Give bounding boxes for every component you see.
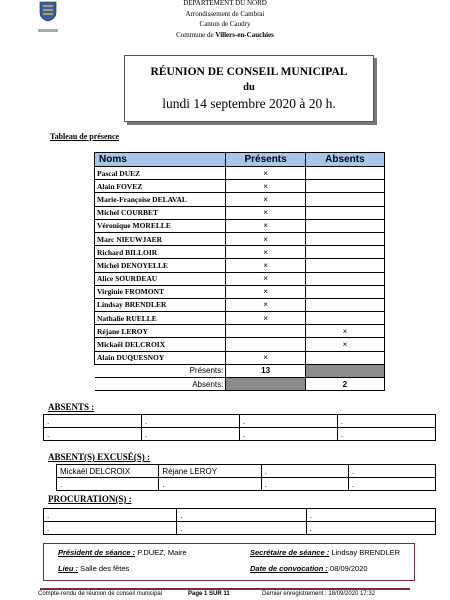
absent-mark	[305, 272, 384, 285]
procurations-row	[44, 522, 436, 535]
excuses-grid	[56, 464, 436, 491]
member-name: Marie-Françoise DELAVAL	[95, 193, 226, 206]
absent-total-value: 2	[305, 378, 384, 391]
convocation-value: 08/09/2020	[330, 564, 368, 573]
absent-mark	[305, 167, 384, 180]
present-mark: ×	[226, 180, 305, 193]
absents-row	[44, 415, 436, 428]
excuses-row	[57, 465, 436, 478]
excuses-cell: Réjane LEROY	[159, 465, 261, 478]
presence-table	[94, 152, 385, 391]
secretaire-label: Secrétaire de séance :	[250, 548, 330, 557]
session-info-box	[43, 543, 415, 581]
absents-cell: .	[44, 428, 142, 441]
presence-row	[95, 246, 385, 259]
excuses-row	[57, 478, 436, 491]
meeting-title: RÉUNION DE CONSEIL MUNICIPAL	[150, 66, 348, 78]
absents-cell: .	[240, 415, 338, 428]
presence-row	[95, 272, 385, 285]
member-name: Pascal DUEZ	[95, 167, 226, 180]
header-presents: Présents	[226, 153, 305, 167]
present-mark: ×	[226, 259, 305, 272]
excuses-cell: .	[261, 478, 348, 491]
member-name: Marc NIEUWJAER	[95, 232, 226, 245]
presence-row	[95, 325, 385, 338]
header-canton: Canton de Caudry	[199, 20, 251, 28]
procurations-cell: .	[306, 509, 435, 522]
member-name: Alain FOVEZ	[95, 180, 226, 193]
absent-total-label: Absents:	[95, 378, 226, 391]
absent-mark	[305, 219, 384, 232]
member-name: Michel DENOYELLE	[95, 259, 226, 272]
presence-row	[95, 338, 385, 351]
member-name: Alain DUQUESNOY	[95, 351, 226, 364]
absents-cell: .	[338, 415, 436, 428]
secretaire-value: Lindsay BRENDLER	[331, 548, 401, 557]
absent-total-row	[95, 378, 385, 391]
present-mark: ×	[226, 232, 305, 245]
footer-page-number: Page 1 SUR 11	[188, 591, 230, 597]
member-name: Mickaël DELCROIX	[95, 338, 226, 351]
lieu-line	[58, 564, 129, 573]
present-total-label: Présents:	[95, 364, 226, 377]
presence-row	[95, 232, 385, 245]
excuses-cell: .	[348, 465, 435, 478]
member-name: Alice SOURDEAU	[95, 272, 226, 285]
header-department: DÉPARTEMENT DU NORD	[183, 0, 267, 7]
meeting-title-box	[124, 55, 374, 122]
absent-total-filler	[226, 378, 305, 391]
present-mark: ×	[226, 272, 305, 285]
absent-mark	[305, 206, 384, 219]
footer-last-saved: Dernier enregistrement : 18/09/2020 17:32	[262, 591, 376, 597]
presence-row	[95, 206, 385, 219]
header-block	[0, 0, 450, 40]
meeting-title-du: du	[243, 82, 255, 93]
meeting-date: lundi 14 septembre 2020 à 20 h.	[162, 96, 336, 111]
procurations-row	[44, 509, 436, 522]
lieu-label: Lieu :	[58, 564, 78, 573]
excuses-cell: Mickaël DELCROIX	[57, 465, 159, 478]
presence-row	[95, 219, 385, 232]
present-mark	[226, 338, 305, 351]
presence-row	[95, 259, 385, 272]
absents-grid	[43, 414, 436, 441]
convocation-label: Date de convocation :	[250, 564, 328, 573]
excuses-cell: .	[261, 465, 348, 478]
procurations-grid	[43, 508, 436, 535]
header-commune-name: Villers-en-Cauchies	[215, 30, 274, 39]
secretaire-line	[250, 548, 400, 557]
absent-mark	[305, 298, 384, 311]
absents-cell: .	[338, 428, 436, 441]
present-mark: ×	[226, 246, 305, 259]
present-mark: ×	[226, 193, 305, 206]
presence-header-row	[95, 153, 385, 167]
present-mark: ×	[226, 298, 305, 311]
absent-mark	[305, 285, 384, 298]
present-mark	[226, 325, 305, 338]
presence-row	[95, 167, 385, 180]
president-value: P.DUEZ, Maire	[137, 548, 187, 557]
absents-cell: .	[142, 415, 240, 428]
absent-mark	[305, 180, 384, 193]
absent-mark	[305, 246, 384, 259]
present-mark: ×	[226, 285, 305, 298]
footer-rule	[40, 588, 410, 590]
member-name: Nathalie RUELLE	[95, 312, 226, 325]
presence-row	[95, 285, 385, 298]
absent-mark	[305, 259, 384, 272]
excuses-title: ABSENT(S) EXCUSÉ(S) :	[48, 452, 151, 462]
absents-cell: .	[44, 415, 142, 428]
convocation-line	[250, 564, 368, 573]
member-name: Réjane LEROY	[95, 325, 226, 338]
member-name: Michel COURBET	[95, 206, 226, 219]
present-mark: ×	[226, 219, 305, 232]
present-total-value: 13	[226, 364, 305, 377]
present-total-filler	[305, 364, 384, 377]
footer-doc-name: Compte-rendu de réunion de conseil municipal	[38, 591, 163, 597]
procurations-cell: .	[306, 522, 435, 535]
excuses-cell: .	[159, 478, 261, 491]
procurations-cell: .	[44, 522, 177, 535]
absent-mark	[305, 232, 384, 245]
absent-mark	[305, 312, 384, 325]
header-commune-prefix: Commune de	[176, 30, 216, 39]
present-mark: ×	[226, 312, 305, 325]
presence-caption: Tableau de présence	[50, 132, 120, 141]
presence-row	[95, 298, 385, 311]
present-mark: ×	[226, 206, 305, 219]
procurations-cell: .	[177, 522, 306, 535]
member-name: Richard BILLOIR	[95, 246, 226, 259]
procurations-title: PROCURATION(S) :	[48, 494, 132, 504]
header-arrondissement: Arrondissement de Cambrai	[185, 9, 265, 18]
member-name: Virginie FROMONT	[95, 285, 226, 298]
president-label: Président de séance :	[58, 548, 136, 557]
absents-cell: .	[240, 428, 338, 441]
present-total-row	[95, 364, 385, 377]
present-mark: ×	[226, 167, 305, 180]
procurations-cell: .	[44, 509, 177, 522]
presence-row	[95, 351, 385, 364]
member-name: Lindsay BRENDLER	[95, 298, 226, 311]
header-absents: Absents	[305, 153, 384, 167]
absents-cell: .	[142, 428, 240, 441]
absents-title: ABSENTS :	[48, 402, 95, 412]
present-mark: ×	[226, 351, 305, 364]
excuses-cell: .	[348, 478, 435, 491]
member-name: Véronique MORELLE	[95, 219, 226, 232]
header-commune	[0, 30, 450, 41]
presence-row	[95, 312, 385, 325]
absent-mark: ×	[305, 325, 384, 338]
presence-row	[95, 193, 385, 206]
absents-row	[44, 428, 436, 441]
absent-mark	[305, 351, 384, 364]
excuses-cell: .	[57, 478, 159, 491]
procurations-cell: .	[177, 509, 306, 522]
president-line	[58, 548, 187, 557]
header-noms: Noms	[95, 153, 226, 167]
presence-row	[95, 180, 385, 193]
lieu-value: Salle des fêtes	[80, 564, 130, 573]
absent-mark: ×	[305, 338, 384, 351]
absent-mark	[305, 193, 384, 206]
